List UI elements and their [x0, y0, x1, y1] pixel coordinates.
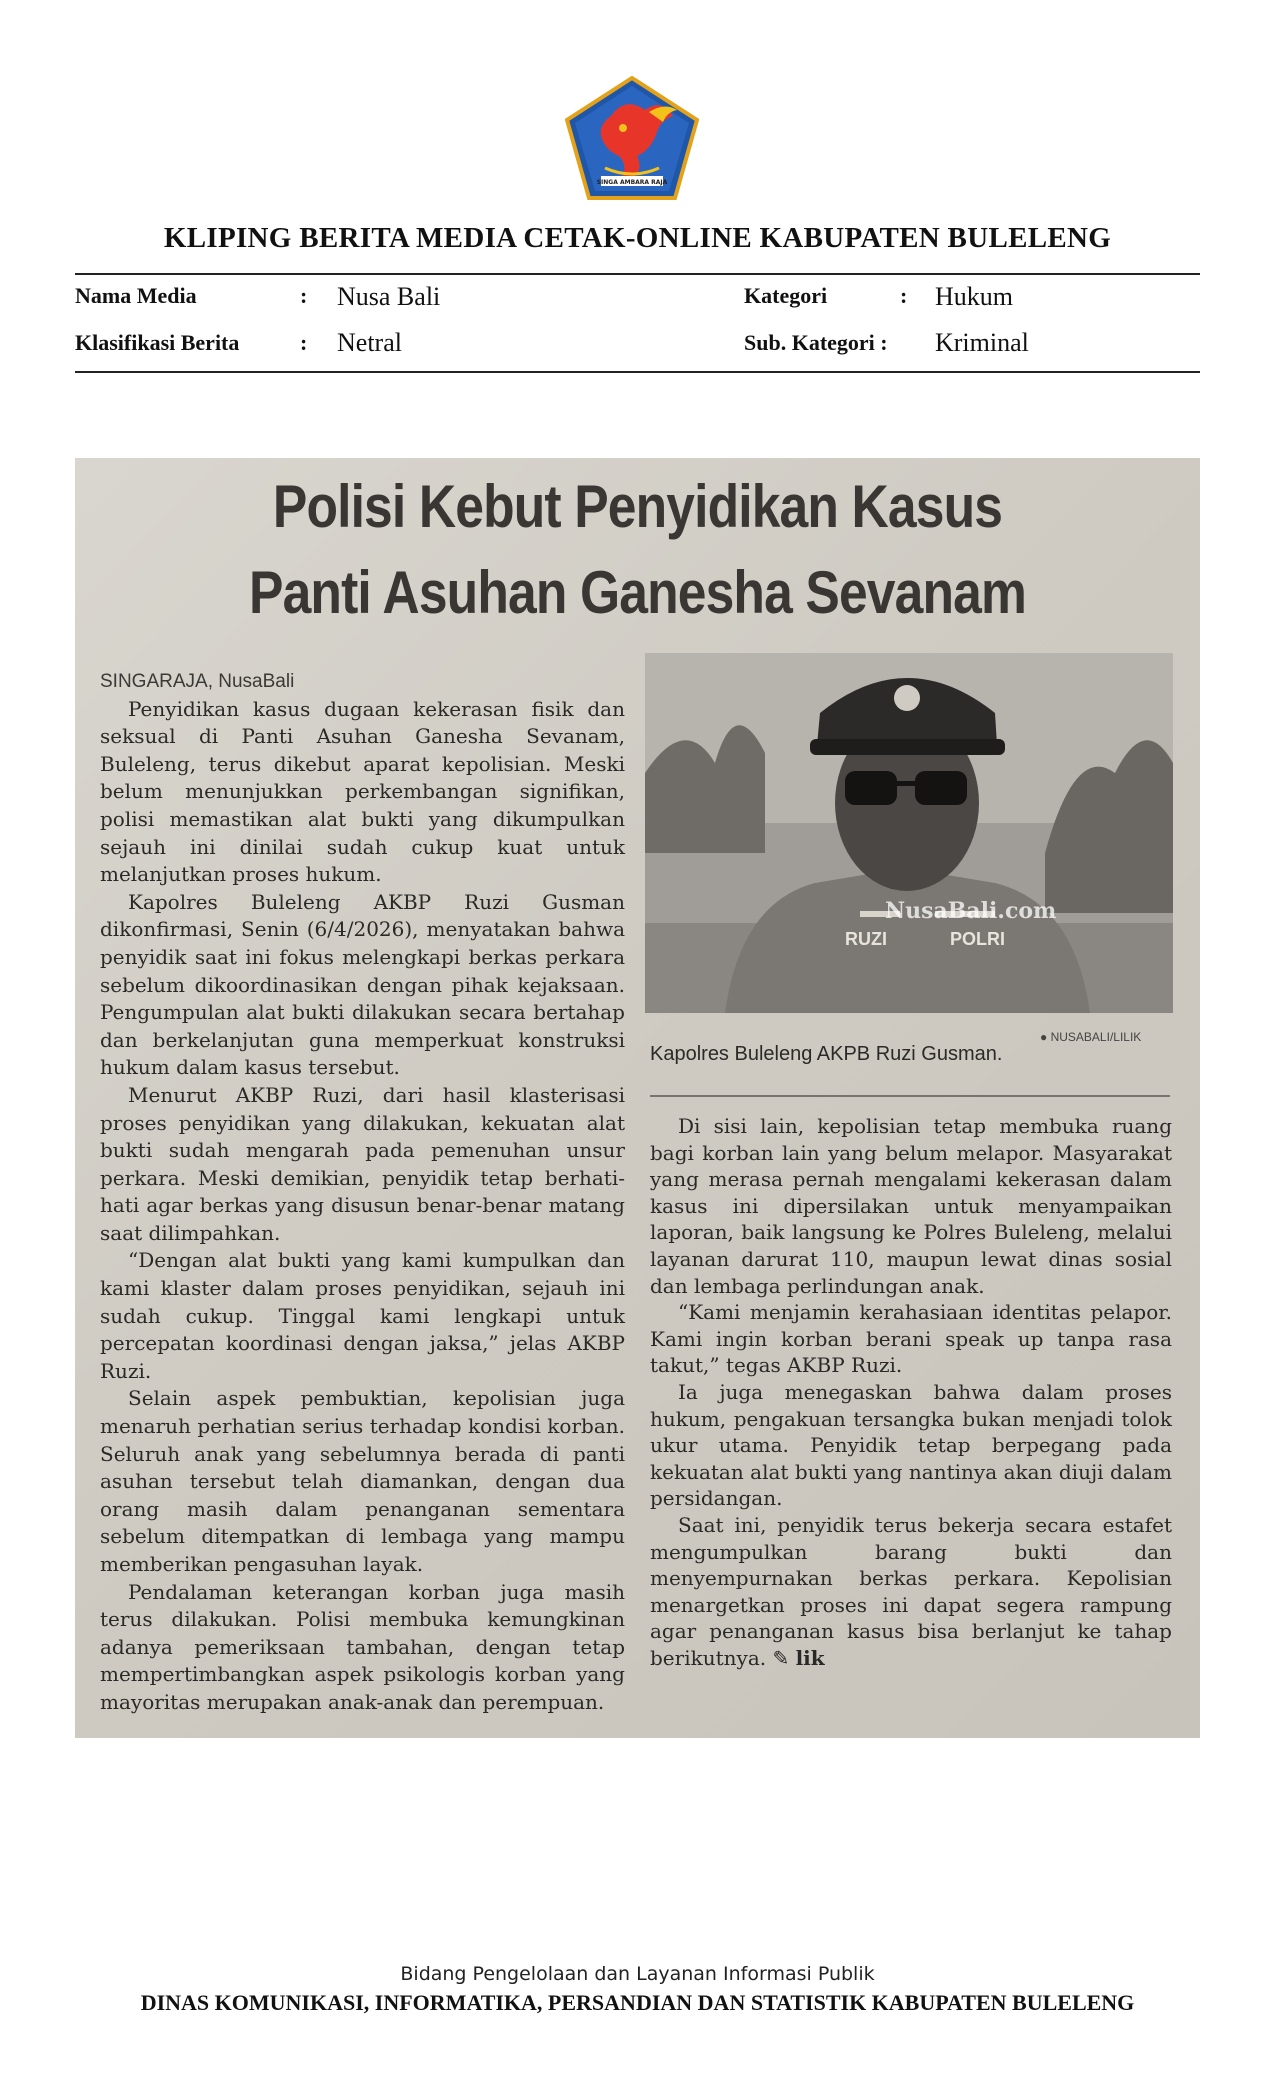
svg-text:SINGA AMBARA RAJA: SINGA AMBARA RAJA	[596, 179, 668, 186]
left-paragraph: Penyidikan kasus dugaan kekerasan fisik dan seksual di Panti Asuhan Ganesha Sevanam, Buleleng, terus dikebut aparat kepolisian. Meski belum menunjukkan perkembangan signifikan, polisi memastikan alat bukti yang dikumpulkan sejauh ini dinilai sudah cukup kuat untuk melanjutkan proses hukum.	[100, 696, 625, 887]
document-title: KLIPING BERITA MEDIA CETAK-ONLINE KABUPATEN BULELENG	[163, 222, 1112, 254]
author-sign-off: lik	[795, 1645, 825, 1670]
left-paragraph: Pendalaman keterangan korban juga masih terus dilakukan. Polisi membuka kemungkinan adanya pemeriksaan tambahan, dengan tetap mempertimbangkan aspek psikologis korban yang mayoritas merupakan anak-anak dan perempuan.	[100, 1579, 625, 1714]
category-value: Hukum	[935, 282, 1013, 311]
footer-division: Bidang Pengelolaan dan Layanan Informasi Publik	[400, 1963, 875, 1985]
article-right-column	[650, 1113, 1172, 1671]
column-divider	[650, 1095, 1170, 1097]
dateline: SINGARAJA, NusaBali	[100, 671, 295, 692]
right-paragraph: “Kami menjamin kerahasiaan identitas pelapor. Kami ingin korban berani speak up tanpa rasa takut,” tegas AKBP Ruzi.	[650, 1300, 1172, 1378]
photo-caption: Kapolres Buleleng AKPB Ruzi Gusman.	[650, 1043, 1003, 1065]
headline-line-1: Polisi Kebut Penyidikan Kasus	[272, 473, 1003, 540]
category-label: Kategori	[744, 283, 828, 308]
svg-text:POLRI: POLRI	[950, 929, 1006, 949]
buleleng-emblem-logo	[565, 76, 699, 200]
police-officer-photo	[645, 653, 1173, 1013]
classification-value: Netral	[337, 328, 402, 357]
left-paragraph: Selain aspek pembuktian, kepolisian juga menaruh perhatian serius terhadap kondisi korban. Seluruh anak yang sebelumnya berada di panti asuhan tersebut telah diamankan, dengan dua orang masih dalam penanganan sementara sebelum ditempatkan di lembaga yang mampu memberikan pengasuhan layak.	[100, 1386, 625, 1576]
media-label: Nama Media	[75, 283, 197, 308]
svg-text:RUZI: RUZI	[845, 929, 887, 949]
svg-text:NusaBali.com: NusaBali.com	[885, 898, 1057, 924]
subcategory-value: Kriminal	[935, 328, 1029, 357]
media-colon: :	[300, 283, 308, 308]
left-paragraph: Menurut AKBP Ruzi, dari hasil klasterisasi proses penyidikan yang dilakukan, kekuatan alat bukti sudah mengarah pada pemenuhan unsur perkara. Meski demikian, penyidik tetap berhati-hati agar berkas yang disusun benar-benar matang saat dilimpahkan.	[100, 1082, 625, 1245]
right-paragraph	[650, 1512, 1172, 1672]
headline-line-2: Panti Asuhan Ganesha Sevanam	[249, 559, 1026, 626]
right-paragraph: Di sisi lain, kepolisian tetap membuka ruang bagi korban lain yang belum melapor. Masyarakat yang merasa pernah mengalami kekerasan dalam kasus ini dipersilakan untuk menyampaikan laporan, baik langsung ke Polres Buleleng, melalui layanan darurat 110, maupun lewat dinas sosial dan lembaga perlindungan anak.	[650, 1114, 1172, 1298]
end-mark-icon: ✎	[772, 1645, 790, 1670]
header-rule-bottom	[75, 371, 1200, 373]
subcategory-label: Sub. Kategori :	[744, 330, 888, 355]
footer-agency: DINAS KOMUNIKASI, INFORMATIKA, PERSANDIAN DAN STATISTIK KABUPATEN BULELENG	[140, 1990, 1135, 2015]
news-clipping	[75, 458, 1200, 1738]
right-paragraph: Ia juga menegaskan bahwa dalam proses hukum, pengakuan tersangka bukan menjadi tolok ukur utama. Penyidik tetap berpegang pada kekuatan alat bukti yang nantinya akan diuji dalam persidangan.	[650, 1379, 1172, 1511]
article-photo	[645, 653, 1173, 1013]
left-paragraph: “Dengan alat bukti yang kami kumpulkan dan kami klaster dalam proses penyidikan, sejauh ini sudah cukup. Tinggal kami lengkapi untuk percepatan koordinasi dengan jaksa,” jelas AKBP Ruzi.	[100, 1248, 625, 1383]
left-paragraph: Kapolres Buleleng AKBP Ruzi Gusman dikonfirmasi, Senin (6/4/2026), menyatakan bahwa penyidik saat ini fokus melengkapi berkas perkara sebelum dikoordinasikan dengan pihak kejaksaan. Pengumpulan alat bukti dilakukan secara bertahap dan berkelanjutan guna memperkuat konstruksi hukum dalam kasus tersebut.	[100, 889, 625, 1080]
final-paragraph-text: Saat ini, penyidik terus bekerja secara estafet mengumpulkan barang bukti dan menyempurnakan berkas perkara. Kepolisian menargetkan proses ini dapat segera rampung agar penanganan kasus bisa berlanjut ke tahap berikutnya.	[650, 1512, 1172, 1670]
category-colon: :	[900, 283, 908, 308]
article-left-column	[100, 668, 625, 1717]
photo-credit: ● NUSABALI/LILIK	[1040, 1030, 1142, 1044]
classification-label: Klasifikasi Berita	[75, 330, 240, 355]
media-value: Nusa Bali	[337, 282, 441, 311]
classification-colon: :	[300, 330, 308, 355]
header-rule-top	[75, 273, 1200, 275]
